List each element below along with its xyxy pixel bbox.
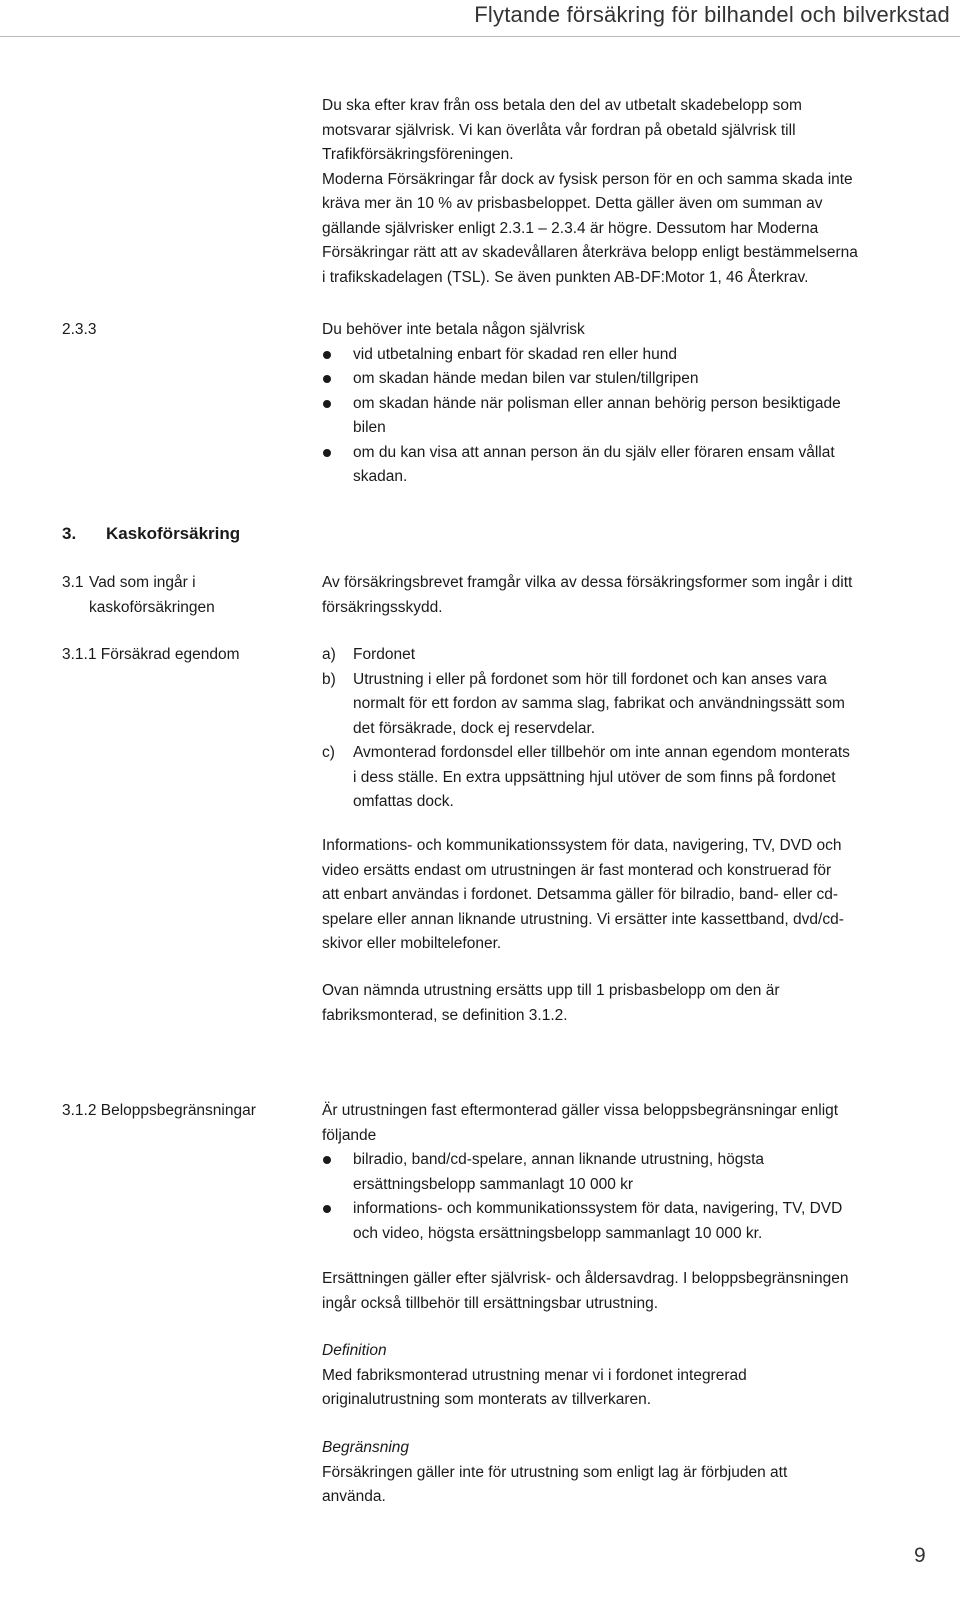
limitation-heading: Begränsning [322,1439,410,1456]
page-header-title: Flytande försäkring för bilhandel och bilverkstad [474,2,950,27]
list-item [322,367,942,392]
page-number: 9 [914,1544,926,1567]
body-line: video ersätts endast om utrustningen är fast monterad och konstruerad för [322,861,832,879]
list-item-letter: b) [322,670,336,688]
section-number-2-3-3: 2.3.3 [62,321,97,338]
list-item-text: vid utbetalning enbart för skadad ren eller hund [353,345,677,363]
header-divider [0,36,960,37]
section-3-1-1-body [322,643,942,815]
section-3-1-body [322,571,942,620]
list-item-text: informations- och kommunikationssystem för data, navigering, TV, DVD [353,1200,843,1217]
intro-paragraph [322,94,942,290]
list-item-text: normalt för ett fordon av samma slag, fabrikat och användningssätt som [353,695,845,712]
body-line: Av försäkringsbrevet framgår vilka av dessa försäkringsformer som ingår i ditt [322,574,853,591]
section-number-3-1: 3.1 [62,574,84,591]
body-line: skivor eller mobiltelefoner. [322,935,502,952]
list-item-text: omfattas dock. [353,793,454,810]
section-lead: Du behöver inte betala någon självrisk [322,321,585,338]
limitation-block [322,1436,942,1510]
body-line: Ovan nämnda utrustning ersätts upp till 1 prisbasbelopp om den är [322,982,780,999]
body-line: spelare eller annan liknande utrustning. Vi ersätter inte kassettband, dvd/cd- [322,910,844,928]
section-label-line: Vad som ingår i [89,574,196,591]
body-line: Är utrustningen fast eftermonterad gäller vissa beloppsbegränsningar enligt [322,1102,839,1119]
list-item [322,441,942,490]
list-item [322,643,942,668]
equipment-paragraph [322,834,942,957]
section-label-3-1-1: 3.1.1 Försäkrad egendom [62,646,240,663]
list-item-text: i dess ställe. En extra uppsättning hjul utöver de som finns på fordonet [353,768,836,786]
body-line: Försäkringen gäller inte för utrustning som enligt lag är förbjuden att [322,1463,788,1481]
list-item-text: om skadan hände medan bilen var stulen/tillgripen [353,370,699,387]
intro-line: gällande självrisker enligt 2.3.1 – 2.3.4 är högre. Dessutom har Moderna [322,219,819,237]
body-line: originalutrustning som monterats av tillverkaren. [322,1391,652,1408]
body-line: fabriksmonterad, se definition 3.1.2. [322,1006,568,1024]
bullet-icon [323,449,331,457]
bullet-icon [323,1156,331,1164]
list-item [322,1148,942,1197]
intro-line: i trafikskadelagen (TSL). Se även punkten AB-DF:Motor 1, 46 Återkrav. [322,268,809,286]
deduction-paragraph [322,1267,942,1316]
body-line: Med fabriksmonterad utrustning menar vi i fordonet integrerad [322,1366,747,1384]
body-line: använda. [322,1488,386,1505]
section-title-kaskoforsakring: Kaskoförsäkring [106,524,241,543]
body-line: att enbart användas i fordonet. Detsamma gäller för bilradio, band- eller cd- [322,886,839,903]
list-item-text: bilradio, band/cd-spelare, annan liknande utrustning, högsta [353,1151,765,1168]
intro-line: kräva mer än 10 % av prisbasbeloppet. Detta gäller även om summan av [322,195,823,212]
list-item-text: skadan. [353,468,408,485]
section-label-line: kaskoförsäkringen [89,598,215,616]
section-label-3-1 [89,571,215,620]
body-line: följande [322,1126,377,1144]
factory-equipment-paragraph [322,979,942,1028]
bullet-list [322,1148,942,1246]
list-item [322,1197,942,1246]
list-item-text: om du kan visa att annan person än du själv eller föraren ensam vållat [353,443,835,461]
list-item [322,343,942,368]
list-item-text: Avmonterad fordonsdel eller tillbehör om inte annan egendom monterats [353,744,850,761]
list-item-text: det försäkrade, dock ej reservdelar. [353,719,596,737]
body-line: Ersättningen gäller efter självrisk- och åldersavdrag. I beloppsbegränsningen [322,1270,849,1287]
list-item [322,741,942,815]
list-item-letter: a) [322,646,336,663]
list-item [322,392,942,441]
section-number-3: 3. [62,524,77,543]
intro-line: Du ska efter krav från oss betala den del av utbetalt skadebelopp som [322,97,802,114]
list-item-text: och video, högsta ersättningsbelopp sammanlagt 10 000 kr. [353,1224,763,1242]
definition-heading: Definition [322,1342,387,1359]
section-3-1-2-body [322,1099,942,1246]
definition-block [322,1339,942,1413]
intro-line: Försäkringar rätt att av skadevållaren återkräva belopp enligt bestämmelserna [322,244,858,261]
bullet-list [322,343,942,490]
list-item-text: ersättningsbelopp sammanlagt 10 000 kr [353,1175,634,1193]
section-label-3-1-2: 3.1.2 Beloppsbegränsningar [62,1102,256,1119]
lettered-list [322,643,942,815]
intro-line: Trafikförsäkringsföreningen. [322,146,514,163]
bullet-icon [323,1205,331,1213]
list-item-letter: c) [322,744,335,761]
section-2-3-3-body [322,318,942,490]
list-item-text: Utrustning i eller på fordonet som hör till fordonet och kan anses vara [353,670,827,688]
bullet-icon [323,375,331,383]
list-item-text: bilen [353,419,386,436]
body-line: försäkringsskydd. [322,598,443,616]
list-item [322,668,942,742]
list-item-text: Fordonet [353,646,416,663]
bullet-icon [323,351,331,359]
bullet-icon [323,400,331,408]
list-item-text: om skadan hände när polisman eller annan behörig person besiktigade [353,394,841,412]
body-line: Informations- och kommunikationssystem för data, navigering, TV, DVD och [322,837,842,854]
intro-line: motsvarar självrisk. Vi kan överlåta vår fordran på obetald självrisk till [322,121,796,139]
intro-line: Moderna Försäkringar får dock av fysisk person för en och samma skada inte [322,170,853,188]
body-line: ingår också tillbehör till ersättningsbar utrustning. [322,1294,659,1312]
